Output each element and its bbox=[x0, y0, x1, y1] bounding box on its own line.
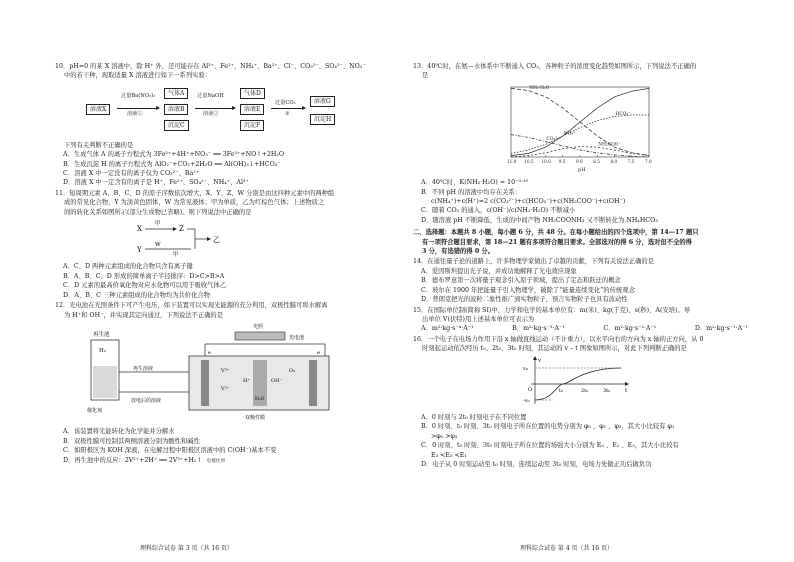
q13-x-tick-label-1: 10.5 bbox=[524, 158, 534, 164]
q13-x-tick-label-8: 7.0 bbox=[645, 158, 652, 164]
q13-series-label-0: NH₃·H₂O bbox=[529, 85, 550, 91]
q11-jia-label-2: 甲 bbox=[173, 252, 179, 258]
section-2-line-2: 有一项符合题目要求，第 18—21 题有多项符合题目要求。全部选对的得 6 分，选对但不全的得 bbox=[422, 238, 692, 246]
scheme-step1-label: 过量Ba(NO₃)₂ bbox=[121, 92, 156, 99]
q15-stem-1: 15．在国际单位制(简称 SI)中，力学和电学的基本单位有：m(米)、kg(千克)、s(秒)、A(安培)。导 bbox=[413, 306, 691, 314]
q10-after: 下列有关判断不正确的是 bbox=[64, 141, 134, 149]
q12-after-sol-label: 放电后的溶液 bbox=[131, 397, 162, 404]
scheme-step2-label: 过量NaOH bbox=[197, 92, 224, 99]
scheme-gas-a: 气体A bbox=[164, 88, 188, 99]
page-footer-right: 理科综合试卷 第 4 页（共 16 页） bbox=[520, 545, 613, 552]
q13-stem-2: 是 bbox=[422, 72, 429, 80]
q16-v0-label: v₀ bbox=[523, 365, 528, 372]
q11-option-c: C．D 元素的最高价氧化物对应水化物可以用于吸收气体乙 bbox=[63, 282, 226, 290]
q13-series-line-2 bbox=[511, 115, 649, 154]
section-2-instructions bbox=[413, 228, 748, 256]
q13-x-tick-label-3: 9.5 bbox=[558, 158, 566, 164]
scheme-precipitate-h: 沉淀H bbox=[310, 114, 335, 125]
q13-x-tick-label-5: 8.5 bbox=[593, 158, 600, 164]
q12-h-label: H⁺ bbox=[243, 377, 250, 384]
q12-option-a: A．该装置将光能转化为化学能并分解水 bbox=[63, 428, 175, 436]
q10-option-c: C．溶液 X 中一定没有的离子仅为 CO₃²⁻、Ba²⁺ bbox=[63, 170, 200, 178]
q16-origin-label: O bbox=[528, 386, 533, 393]
q10-option-d: D．溶液 X 中一定含有的离子是 H⁺、Fe²⁺、SO₄²⁻、NH₄⁺、Al³⁺ bbox=[63, 179, 249, 187]
q13-series-label-1: NH₄⁺ bbox=[563, 131, 576, 137]
q12-membrane-label: 双极性膜 bbox=[245, 414, 266, 421]
q16-neg-v0-label: -v₀ bbox=[523, 397, 530, 404]
q11-arrowhead-2 bbox=[207, 237, 211, 241]
q12-electrode-left bbox=[201, 360, 209, 406]
scheme-arrow-3 bbox=[271, 108, 305, 109]
q12-option-d bbox=[63, 456, 390, 466]
q16-option-c-cont: E₃ <E₀ <E₁ bbox=[431, 451, 467, 459]
q10-stem-2: 中的若干种，现取适量 X 溶液进行如下一系列实验： bbox=[64, 72, 212, 80]
scheme-label-1: 溶液① bbox=[127, 110, 143, 117]
q11-stem-1: 11．短周期元素 A、B、C、D 的原子序数依次增大，X、Y、Z、W 分别是由这四种元素中的两种组 bbox=[55, 189, 335, 197]
q12-catalyst-label: 催化剂 bbox=[87, 407, 103, 414]
q12-e-label-2: e bbox=[317, 349, 320, 356]
scheme-arrow-1 bbox=[117, 108, 159, 109]
scheme-gas-d: 气体D bbox=[240, 88, 265, 99]
q12-option-d-text: D．再生池中的反应：2V²⁺+2H⁺ ══ 2V³⁺+H₂↑ bbox=[63, 456, 202, 464]
q13-option-b: B．不同 pH 的溶液中均存在关系： bbox=[421, 188, 522, 196]
q12-stem-1: 12．光电池在光照条件下可产生电压，如下装置可以实现光能源的充分利用，双极性膜可将水解离 bbox=[55, 302, 328, 310]
q13-series-label-3: CO₃²⁻ bbox=[546, 136, 560, 142]
page-footer-left: 理科综合试卷 第 3 页（共 16 页） bbox=[140, 545, 233, 552]
scheme-label-2: 溶液② bbox=[203, 110, 219, 117]
q13-option-d: D．随溶液 pH 不断降低，生成的中间产物 NH₂COONH₄ 又不断转化为 NH₄HCO₃ bbox=[421, 216, 658, 224]
q13-series-label-4: NH₂COO⁻ bbox=[598, 142, 621, 148]
q16-2t0-label: 2t₀ bbox=[581, 387, 589, 394]
q10-option-a: A．生成气体 A 的离子方程式为 3Fe²⁺+4H⁺+NO₃⁻ ══ 3Fe³⁺+NO↑+2H₂O bbox=[63, 151, 285, 159]
q14-option-d: D．普朗克把光的波粒二象性推广到实物粒子，预言实物粒子也具有波动性 bbox=[421, 296, 628, 304]
q15-option-a: A．m²·kg·s⁻⁴·A⁻¹ bbox=[421, 325, 474, 333]
q12-regen-title: 再生池 bbox=[93, 331, 110, 338]
q11-x-label: X bbox=[137, 225, 142, 234]
q16-3t0-label: 3t₀ bbox=[603, 387, 611, 394]
scheme-precipitate-c: 沉淀C bbox=[164, 120, 189, 131]
q12-regen-liquid bbox=[93, 366, 117, 398]
q10-stem-1: 10．pH=0 的某 X 溶液中，除 H⁺ 外，还可能存在 Al³⁺、Fe²⁺、NH₄⁺、Ba²⁺、Cl⁻、CO₃²⁻、SO₄²⁻、NO₃⁻ bbox=[55, 63, 366, 70]
q12-h2-label: H₂ bbox=[99, 347, 107, 354]
q11-jia-label-1: 甲 bbox=[155, 221, 161, 228]
q13-x-tick-label-7: 7.5 bbox=[627, 158, 635, 164]
q11-option-d: D．A、B、C 三种元素组成的化合物均为共价化合物 bbox=[63, 291, 210, 299]
q11-stem-3: 间的转化关系如图所示(部分生成物已省略)。则下列说法中正确的是 bbox=[64, 208, 252, 216]
q13-option-b-equation: c(NH₄⁺)+c(H⁺)=2 c(CO₃²⁻)+c(HCO₃⁻)+c(NH₂COO⁻)+c(OH⁻) bbox=[431, 198, 626, 206]
q16-t0-label: t₀ bbox=[559, 387, 564, 394]
q15-option-d: D．m²·kg·s⁻¹·A⁻¹ bbox=[694, 325, 748, 333]
q14-option-b: B．德布罗意第一次将量子观念引入原子领域，提出了定态和跃迁的概念 bbox=[421, 277, 621, 285]
q16-option-d: D．电子从 0 时刻运动至 t₀ 时刻，连续运动至 3t₀ 时刻，电场力先做正功后做负功 bbox=[421, 460, 652, 468]
question-10 bbox=[55, 62, 390, 188]
q12-electrode-right bbox=[309, 360, 317, 406]
question-14 bbox=[413, 257, 748, 304]
q12-o2-label: O₂ bbox=[289, 367, 296, 374]
right-column bbox=[413, 62, 748, 470]
q10-reaction-scheme bbox=[85, 83, 390, 139]
q13-series-line-3 bbox=[511, 134, 649, 156]
scheme-solution-e: 溶液E bbox=[240, 104, 264, 115]
q12-regen-sol-label: 再生溶液 bbox=[133, 365, 154, 372]
q12-apparatus-diagram bbox=[85, 322, 345, 422]
q12-v2-label: V²⁺ bbox=[221, 385, 230, 392]
q15-stem-2: 出单位 V(伏特)用上述基本单位可表示为 bbox=[422, 315, 535, 323]
q13-x-tick-label-2: 10.0 bbox=[541, 158, 551, 164]
q13-series-label-2: HCO₃⁻ bbox=[615, 111, 631, 117]
q16-option-b-cont: >φ₀ >φ₃ bbox=[431, 432, 458, 440]
q12-stem-2: 为 H⁺和 OH⁻，并实现其定向通过，下列说法不正确的是 bbox=[64, 311, 224, 319]
scheme-label-3: ③ bbox=[285, 110, 290, 117]
left-column bbox=[55, 62, 390, 467]
q12-option-b: B．双极性膜可控制其两侧溶液分别为酸性和碱性 bbox=[63, 437, 200, 445]
q16-stem-1: 16．一个电子在电场力作用下沿 x 轴做直线运动（不计重力），以水平向右的方向为 x 轴的正方向，从 0 bbox=[413, 335, 704, 343]
q16-t-arrow bbox=[625, 382, 629, 386]
q11-arrowhead-1 bbox=[173, 227, 177, 231]
scheme-arrow-2 bbox=[195, 108, 235, 109]
q13-concentration-chart bbox=[503, 83, 653, 173]
q12-option-d-condition: 电催化剂 bbox=[206, 458, 225, 464]
q12-oh-label: OH⁻ bbox=[271, 377, 283, 384]
q13-x-tick-label-6: 8.0 bbox=[610, 158, 618, 164]
q16-stem-2: 时刻起运动依次经历 t₀、2t₀、3t₀ 时刻，其运动的 v – t 图象如图所示，对此下列判断正确的是 bbox=[422, 345, 687, 353]
q14-stem: 14．在通往量子论的道路上，许多物理学家做出了卓越的贡献，下列有关说法正确的是 bbox=[413, 258, 654, 266]
q16-vt-graph bbox=[523, 356, 633, 408]
q13-series-line-1 bbox=[511, 85, 649, 155]
question-16 bbox=[413, 335, 748, 470]
q12-pv-panel bbox=[235, 332, 285, 340]
q16-option-a: A．0 时刻与 2t₀ 时刻电子在不同位置 bbox=[421, 413, 527, 421]
q13-stem-1: 13．40℃时，在氨—水体系中不断通入 CO₂，各种粒子的浓度变化趋势如图所示，下列说法不正确的 bbox=[413, 63, 697, 70]
question-12 bbox=[55, 301, 390, 466]
q11-option-b: B．A、B、C、D 形成的简单离子半径排序：D>C>B>A bbox=[63, 272, 225, 280]
question-11 bbox=[55, 189, 390, 300]
q12-v3-label: V³⁺ bbox=[221, 367, 230, 374]
q11-w-label: W bbox=[155, 242, 161, 249]
q16-v-arrow bbox=[533, 356, 537, 360]
q13-option-a: A．40℃时，K(NH₃·H₂O) = 10⁻⁹·¹⁰ bbox=[421, 179, 529, 187]
q16-v-label: v bbox=[538, 357, 542, 364]
q11-z-label: Z bbox=[179, 225, 184, 234]
section-2-line-3: 3 分，有选错的得 0 分。 bbox=[422, 248, 495, 256]
question-15 bbox=[413, 306, 748, 334]
q15-option-b: B．m²·kg·s⁻³·A⁻¹ bbox=[512, 325, 565, 333]
q15-options-row bbox=[421, 324, 748, 333]
scheme-solution-g: 溶液G bbox=[310, 96, 335, 107]
scheme-solution-b: 溶液B bbox=[164, 104, 188, 115]
scheme-solution-x: 溶液X bbox=[86, 104, 110, 115]
section-2-line-1: 二、选择题：本题共 8 小题，每小题 6 分，共 48 分。在每小题给出的四个选项中，第 14—17 题只 bbox=[413, 229, 699, 237]
q12-pv-label: 光电池 bbox=[289, 334, 305, 341]
scheme-precipitate-f: 沉淀F bbox=[240, 120, 264, 131]
q12-h2o-label: H₂O bbox=[255, 396, 265, 402]
scheme-step3-label: 过量CO₂ bbox=[275, 99, 296, 106]
q13-x-tick-label-0: 11.0 bbox=[507, 158, 517, 164]
q16-t-label: t bbox=[625, 387, 628, 394]
q12-e-label-1: e bbox=[208, 349, 211, 356]
q15-option-c: C．m²·kg·s⁻²·A⁻¹ bbox=[603, 325, 657, 333]
q11-option-a: A．C、D 两种元素组成的化合物只含有离子键 bbox=[63, 263, 193, 271]
q12-option-c: C．如阳极区为 KOH 深液，在电解过程中阳极区溶液中的 C(OH⁻)基本不变 bbox=[63, 447, 277, 455]
q16-option-c: C．0 时刻、t₀ 时刻、3t₀ 时刻电子所在位置的场强大小分别为 E₀ 、E₁ 、E₃，其大小比较有 bbox=[421, 442, 679, 450]
q13-x-tick-label-4: 9.0 bbox=[576, 158, 583, 164]
q11-transformation-diagram bbox=[135, 219, 255, 257]
q11-y-label: Y bbox=[137, 246, 142, 255]
q12-light-label: 光照 bbox=[253, 323, 264, 330]
q11-stem-2: 成的常见化合物，Y 为淡黄色固体，W 为常见液体；甲为单质，乙为红棕色气体；上述物质之 bbox=[64, 199, 325, 207]
q13-option-c: C．随着 CO₂ 的通入，c(OH⁻)/c(NH₃·H₂O) 不断减小 bbox=[421, 207, 576, 215]
question-13 bbox=[413, 62, 748, 225]
q10-option-b: B．生成沉淀 H 的离子方程式为 AlO₂⁻+CO₂+2H₂O ══ Al(OH)₃↓+HCO₃⁻ bbox=[63, 160, 281, 168]
q14-option-a: A．爱因斯坦提出光子说，并成功地解释了光电效应现象 bbox=[421, 267, 577, 275]
q14-option-c: C．玻尔在 1900 年把能量子引入物理学，破除了“能量连续变化”的传统观念 bbox=[421, 286, 635, 294]
q11-yi-label: 乙 bbox=[213, 236, 220, 245]
q16-option-b: B．0 时刻、t₀ 时刻、3t₀ 时刻电子所在位置的电势分别为 φ₀ 、φ₁ 、φ₃，其大小比较有 φ₁ bbox=[421, 423, 675, 431]
q13-x-axis-label: pH bbox=[578, 166, 586, 173]
